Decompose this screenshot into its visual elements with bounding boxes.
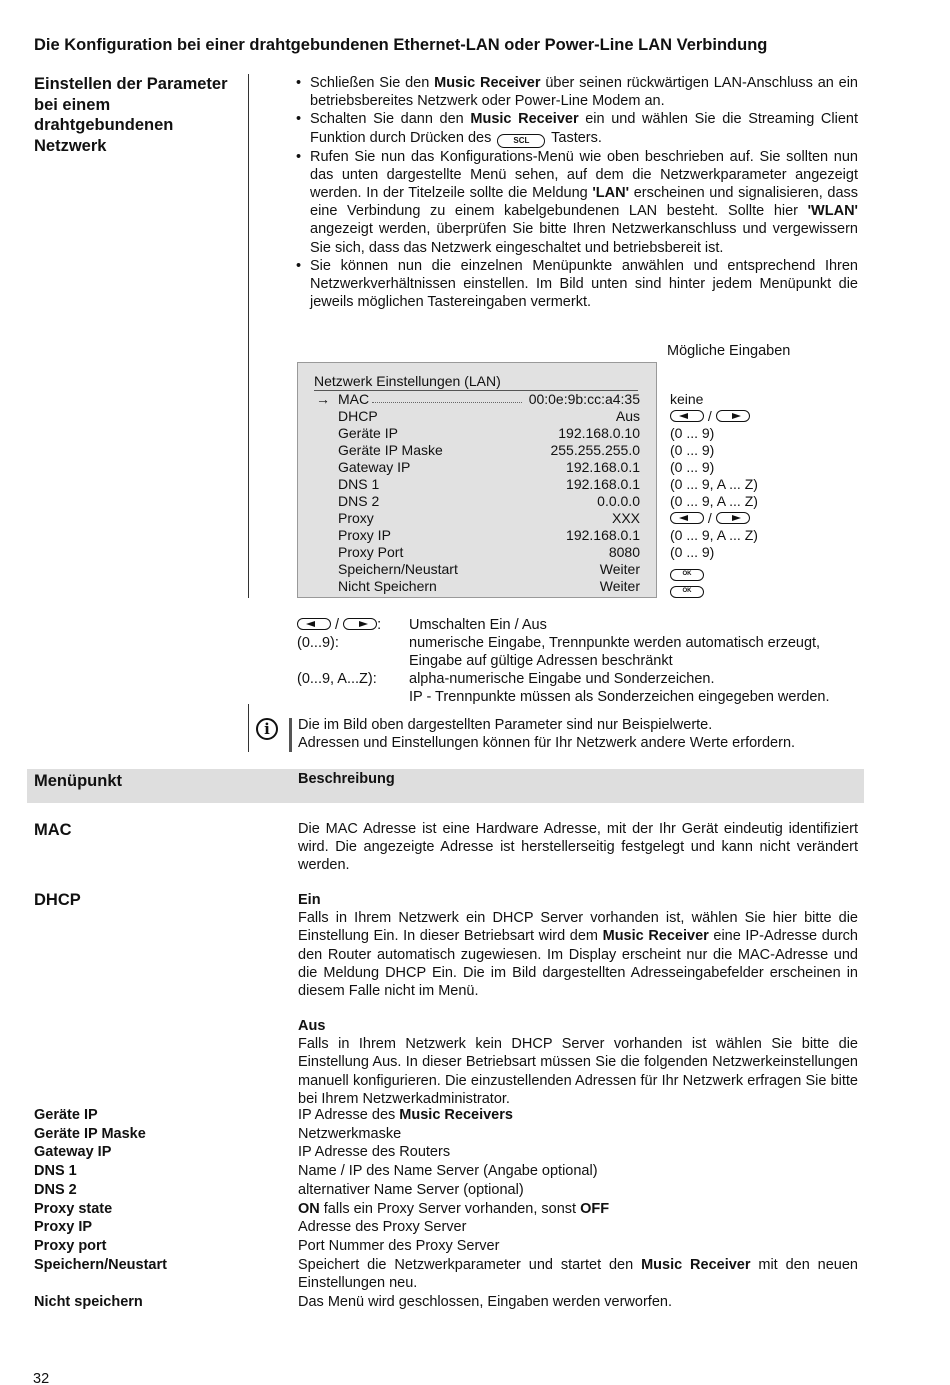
term-mac: MAC [34,821,72,839]
input-hint-arrows: / [670,510,750,527]
input-hint: (0 ... 9) [670,425,715,441]
column-header-menu-item: Menüpunkt [34,772,122,790]
param-row: DNS 2 alternativer Name Server (optional) [34,1181,524,1198]
input-hint-ok [670,578,704,598]
network-menu-screenshot [297,362,657,598]
scl-button-icon: SCL [497,134,545,148]
right-arrow-key-icon [716,512,750,524]
desc-dhcp-on: Ein Falls in Ihrem Netzwerk ein DHCP Server vorhanden ist, wählen Sie hier bitte die Einstellung Ein. In dieser Betriebsart wird dem Music Receiver eine IP-Adresse durch den Router automatisch zugewiesen. Im Display erscheint nur die MAC-Adresse und die Meldung DHCP Ein. Die im Bild dargestellten Adresseingabefelder erscheinen in diesem Falle nicht im Menü. [298,892,858,1000]
table-header [27,769,864,803]
term-dhcp: DHCP [34,891,81,909]
column-header-description: Beschreibung [298,771,395,787]
param-row: Gateway IP IP Adresse des Routers [34,1144,451,1161]
param-row: Proxy port Port Nummer des Proxy Server [34,1237,500,1254]
desc-dhcp-off: Aus Falls in Ihrem Netzwerk kein DHCP Server vorhanden ist wählen Sie bitte die Einstellung Aus. In dieser Betriebsart müssen Sie die folgenden Netzwerkeinstellungen manuell konfigurieren. Die einzustellenden Adressen für Ihr Netzwerk erfragen Sie bitte bei Ihrem Netzwerkadministrator. [298,1018,858,1107]
ok-key-icon: OK [670,586,704,598]
menu-title: Netzwerk Einstellungen (LAN) [314,373,501,389]
menu-row-dns2: DNS 2 0.0.0.0 [338,493,640,509]
menu-row-no-save: Nicht Speichern Weiter [338,578,640,594]
input-hint: (0 ... 9) [670,459,715,475]
legend-arrow-keys: / : [297,616,381,634]
menu-row-save: Speichern/Neustart Weiter [338,561,640,577]
param-row: Geräte IP IP Adresse des Music Receivers [34,1107,513,1123]
param-row: Proxy IP Adresse des Proxy Server [34,1219,467,1236]
menu-row-dns1: DNS 1 192.168.0.1 [338,476,640,492]
menu-row-dhcp: DHCP Aus [338,408,640,424]
instruction-item: • Rufen Sie nun das Konfigurations-Menü wie oben beschrieben auf. Sie sollten nun das unten dargestellte Menü sehen, auf dem die Netzwerkparameter angezeigt werden. In der Titelzeile sollte die Meldung 'LAN' erscheinen und signalisieren, dass eine Verbindung zu einem kabelgebundenen LAN besteht. Sollte hier 'WLAN' angezeigt werden, überprüfen Sie bitte Ihren Netzwerkanschluss und vergewissern Sie sich, dass das Netzwerk eingeschaltet und betriebsbereit ist. [296,148,858,257]
instruction-item: • Schließen Sie den Music Receiver über seinen rückwärtigen LAN-Anschluss an ein betriebsbereites Netzwerk oder Power-Line Modem an. [296,74,858,110]
menu-row-device-ip: Geräte IP 192.168.0.10 [338,425,640,441]
ok-key-icon: OK [670,569,704,581]
menu-row-proxy: Proxy XXX [338,510,640,526]
parameter-list [34,1106,864,1312]
input-hint: (0 ... 9) [670,442,715,458]
input-hint: keine [670,391,704,407]
param-row: Proxy state ON falls ein Proxy Server vorhanden, sonst OFF [34,1200,610,1217]
menu-row-mac: → MAC 00:0e:9b:cc:a4:35 [316,391,640,407]
note-text: Die im Bild oben dargestellten Parameter sind nur Beispielwerte. Adressen und Einstellungen können für Ihr Netzwerk andere Werte erfordern. [298,717,796,751]
section-label: Einstellen der Parameter bei einem drahtgebundenen Netzwerk [34,75,228,155]
section-divider [248,74,249,598]
dotted-leader [372,402,522,403]
instruction-item: • Schalten Sie dann den Music Receiver ein und wählen Sie die Streaming Client Funktion durch Drücken des SCL Tasters. [296,110,858,147]
param-row: Speichern/Neustart Speichert die Netzwerkparameter und startet den Music Receiver mit den neuen Einstellungen neu. [34,1256,858,1292]
page-number: 32 [33,1371,50,1385]
possible-inputs-heading: Mögliche Eingaben [667,343,791,359]
left-arrow-key-icon [670,410,704,422]
info-icon: i [256,718,278,740]
input-hint-arrows: / [670,408,750,425]
input-hint: (0 ... 9, A ... Z) [670,527,758,543]
left-arrow-key-icon [670,512,704,524]
input-hint: (0 ... 9, A ... Z) [670,476,758,492]
input-hint: (0 ... 9, A ... Z) [670,493,758,509]
left-arrow-key-icon [297,618,331,630]
right-arrow-key-icon [343,618,377,630]
menu-row-proxy-ip: Proxy IP 192.168.0.1 [338,527,640,543]
param-row: Geräte IP Maske Netzwerkmaske [34,1125,402,1142]
selection-arrow-icon: → [316,391,330,407]
note-bar [289,718,292,752]
menu-row-device-mask: Geräte IP Maske 255.255.255.0 [338,442,640,458]
page-title: Die Konfiguration bei einer drahtgebundenen Ethernet-LAN oder Power-Line LAN Verbindung [34,36,768,54]
param-row: Nicht speichern Das Menü wird geschlossen, Eingaben werden verworfen. [34,1294,672,1311]
right-arrow-key-icon [716,410,750,422]
note-divider [248,704,249,752]
desc-mac: Die MAC Adresse ist eine Hardware Adresse, mit der Ihr Gerät eindeutig identifiziert wird. Die angezeigte Adresse ist herstellerseitig festgelegt und kann nicht verändert werden. [298,821,858,874]
key-legend: / : Umschalten Ein / Aus (0...9): numerische Eingabe, Trennpunkte werden automatisch erzeugt, Eingabe auf gültige Adressen beschränkt (0...9, A...Z): alpha-numerische Eingabe und Sonderzeichen. IP - Trennpunkte müssen als Sonderzeichen eingegeben werden. [297,617,830,705]
menu-row-gateway: Gateway IP 192.168.0.1 [338,459,640,475]
instruction-list [296,74,858,311]
param-row: DNS 1 Name / IP des Name Server (Angabe optional) [34,1163,598,1180]
input-hint: (0 ... 9) [670,544,715,560]
instruction-item: • Sie können nun die einzelnen Menüpunkte anwählen und entsprechend Ihren Netzwerkverhältnissen einstellen. Im Bild unten sind hinter jedem Menüpunkt die jeweils möglichen Tastereingaben vermerkt. [296,257,858,312]
menu-row-proxy-port: Proxy Port 8080 [338,544,640,560]
